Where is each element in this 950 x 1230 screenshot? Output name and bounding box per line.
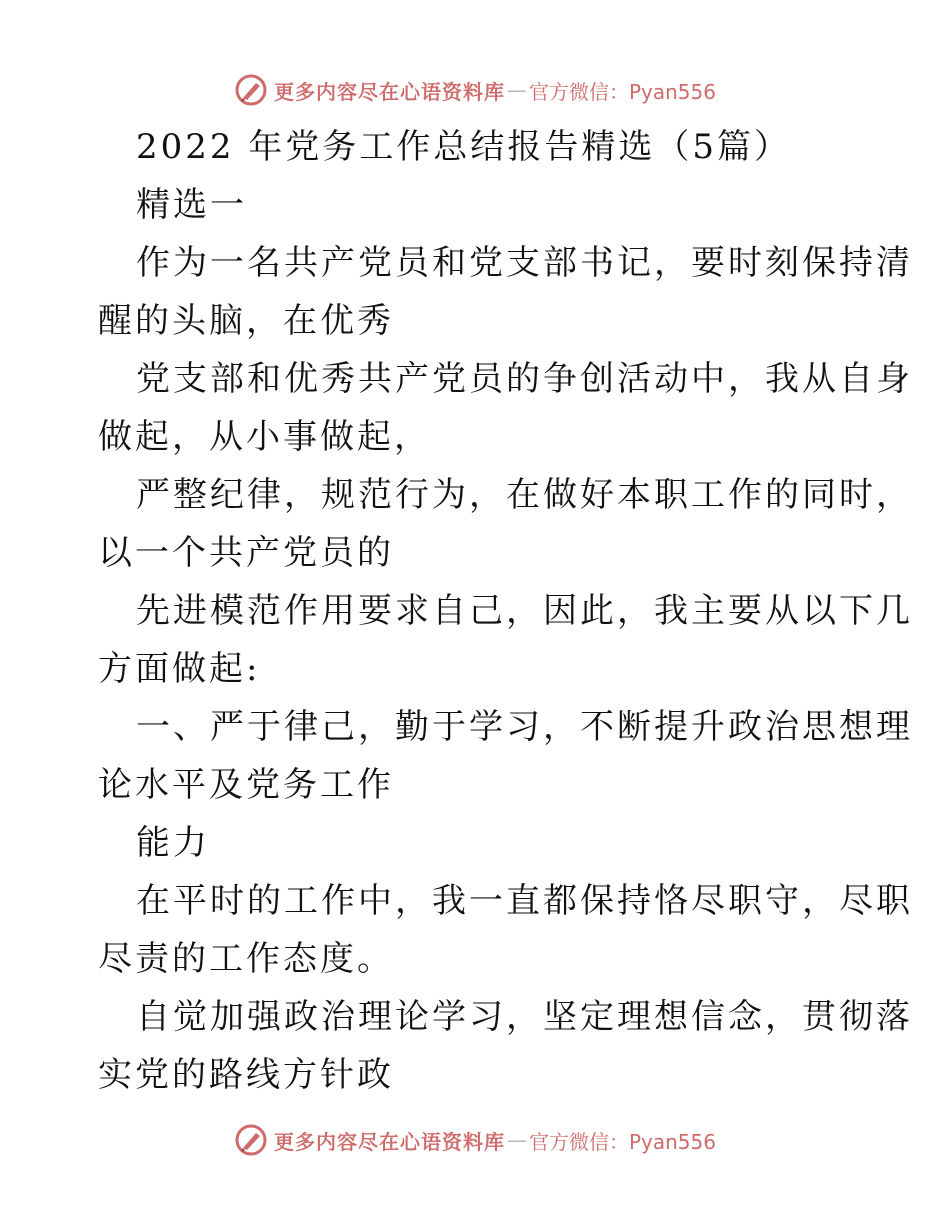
document-line: 严整纪律，规范行为，在做好本职工作的同时，	[136, 475, 913, 515]
pen-logo-icon	[234, 73, 268, 107]
banner-dash: —	[506, 78, 527, 102]
document-line: 党支部和优秀共产党员的争创活动中，我从自身	[136, 359, 913, 399]
document-line: 论水平及党务工作	[98, 765, 394, 805]
document-line: 醒的头脑，在优秀	[98, 301, 394, 341]
document-title: 2022 年党务工作总结报告精选（5篇）	[136, 127, 791, 167]
document-line: 实党的路线方针政	[98, 1055, 394, 1095]
document-body	[98, 118, 913, 1104]
document-line: 作为一名共产党员和党支部书记，要时刻保持清	[136, 243, 913, 283]
banner-wechat-text: 官方微信：Pyan556	[528, 1129, 716, 1154]
document-line: 尽责的工作态度。	[98, 939, 394, 979]
banner-wechat-text: 官方微信：Pyan556	[528, 79, 716, 104]
footer-watermark-banner	[0, 1120, 950, 1160]
document-line: 在平时的工作中，我一直都保持恪尽职守，尽职	[136, 881, 913, 921]
document-line: 做起，从小事做起，	[98, 417, 431, 457]
banner-dash: —	[506, 1128, 527, 1152]
header-watermark-banner	[0, 70, 950, 110]
document-line: 方面做起:	[98, 649, 261, 689]
banner-site-text: 更多内容尽在心语资料库	[273, 1129, 505, 1154]
banner-site-text: 更多内容尽在心语资料库	[273, 79, 505, 104]
document-line: 一、严于律己，勤于学习，不断提升政治思想理	[136, 707, 913, 747]
document-line: 能力	[136, 823, 210, 863]
document-line: 以一个共产党员的	[98, 533, 394, 573]
pen-logo-icon	[234, 1123, 268, 1157]
document-line: 先进模范作用要求自己，因此，我主要从以下几	[136, 591, 913, 631]
document-line: 自觉加强政治理论学习，坚定理想信念，贯彻落	[136, 997, 913, 1037]
document-line: 精选一	[136, 185, 247, 225]
